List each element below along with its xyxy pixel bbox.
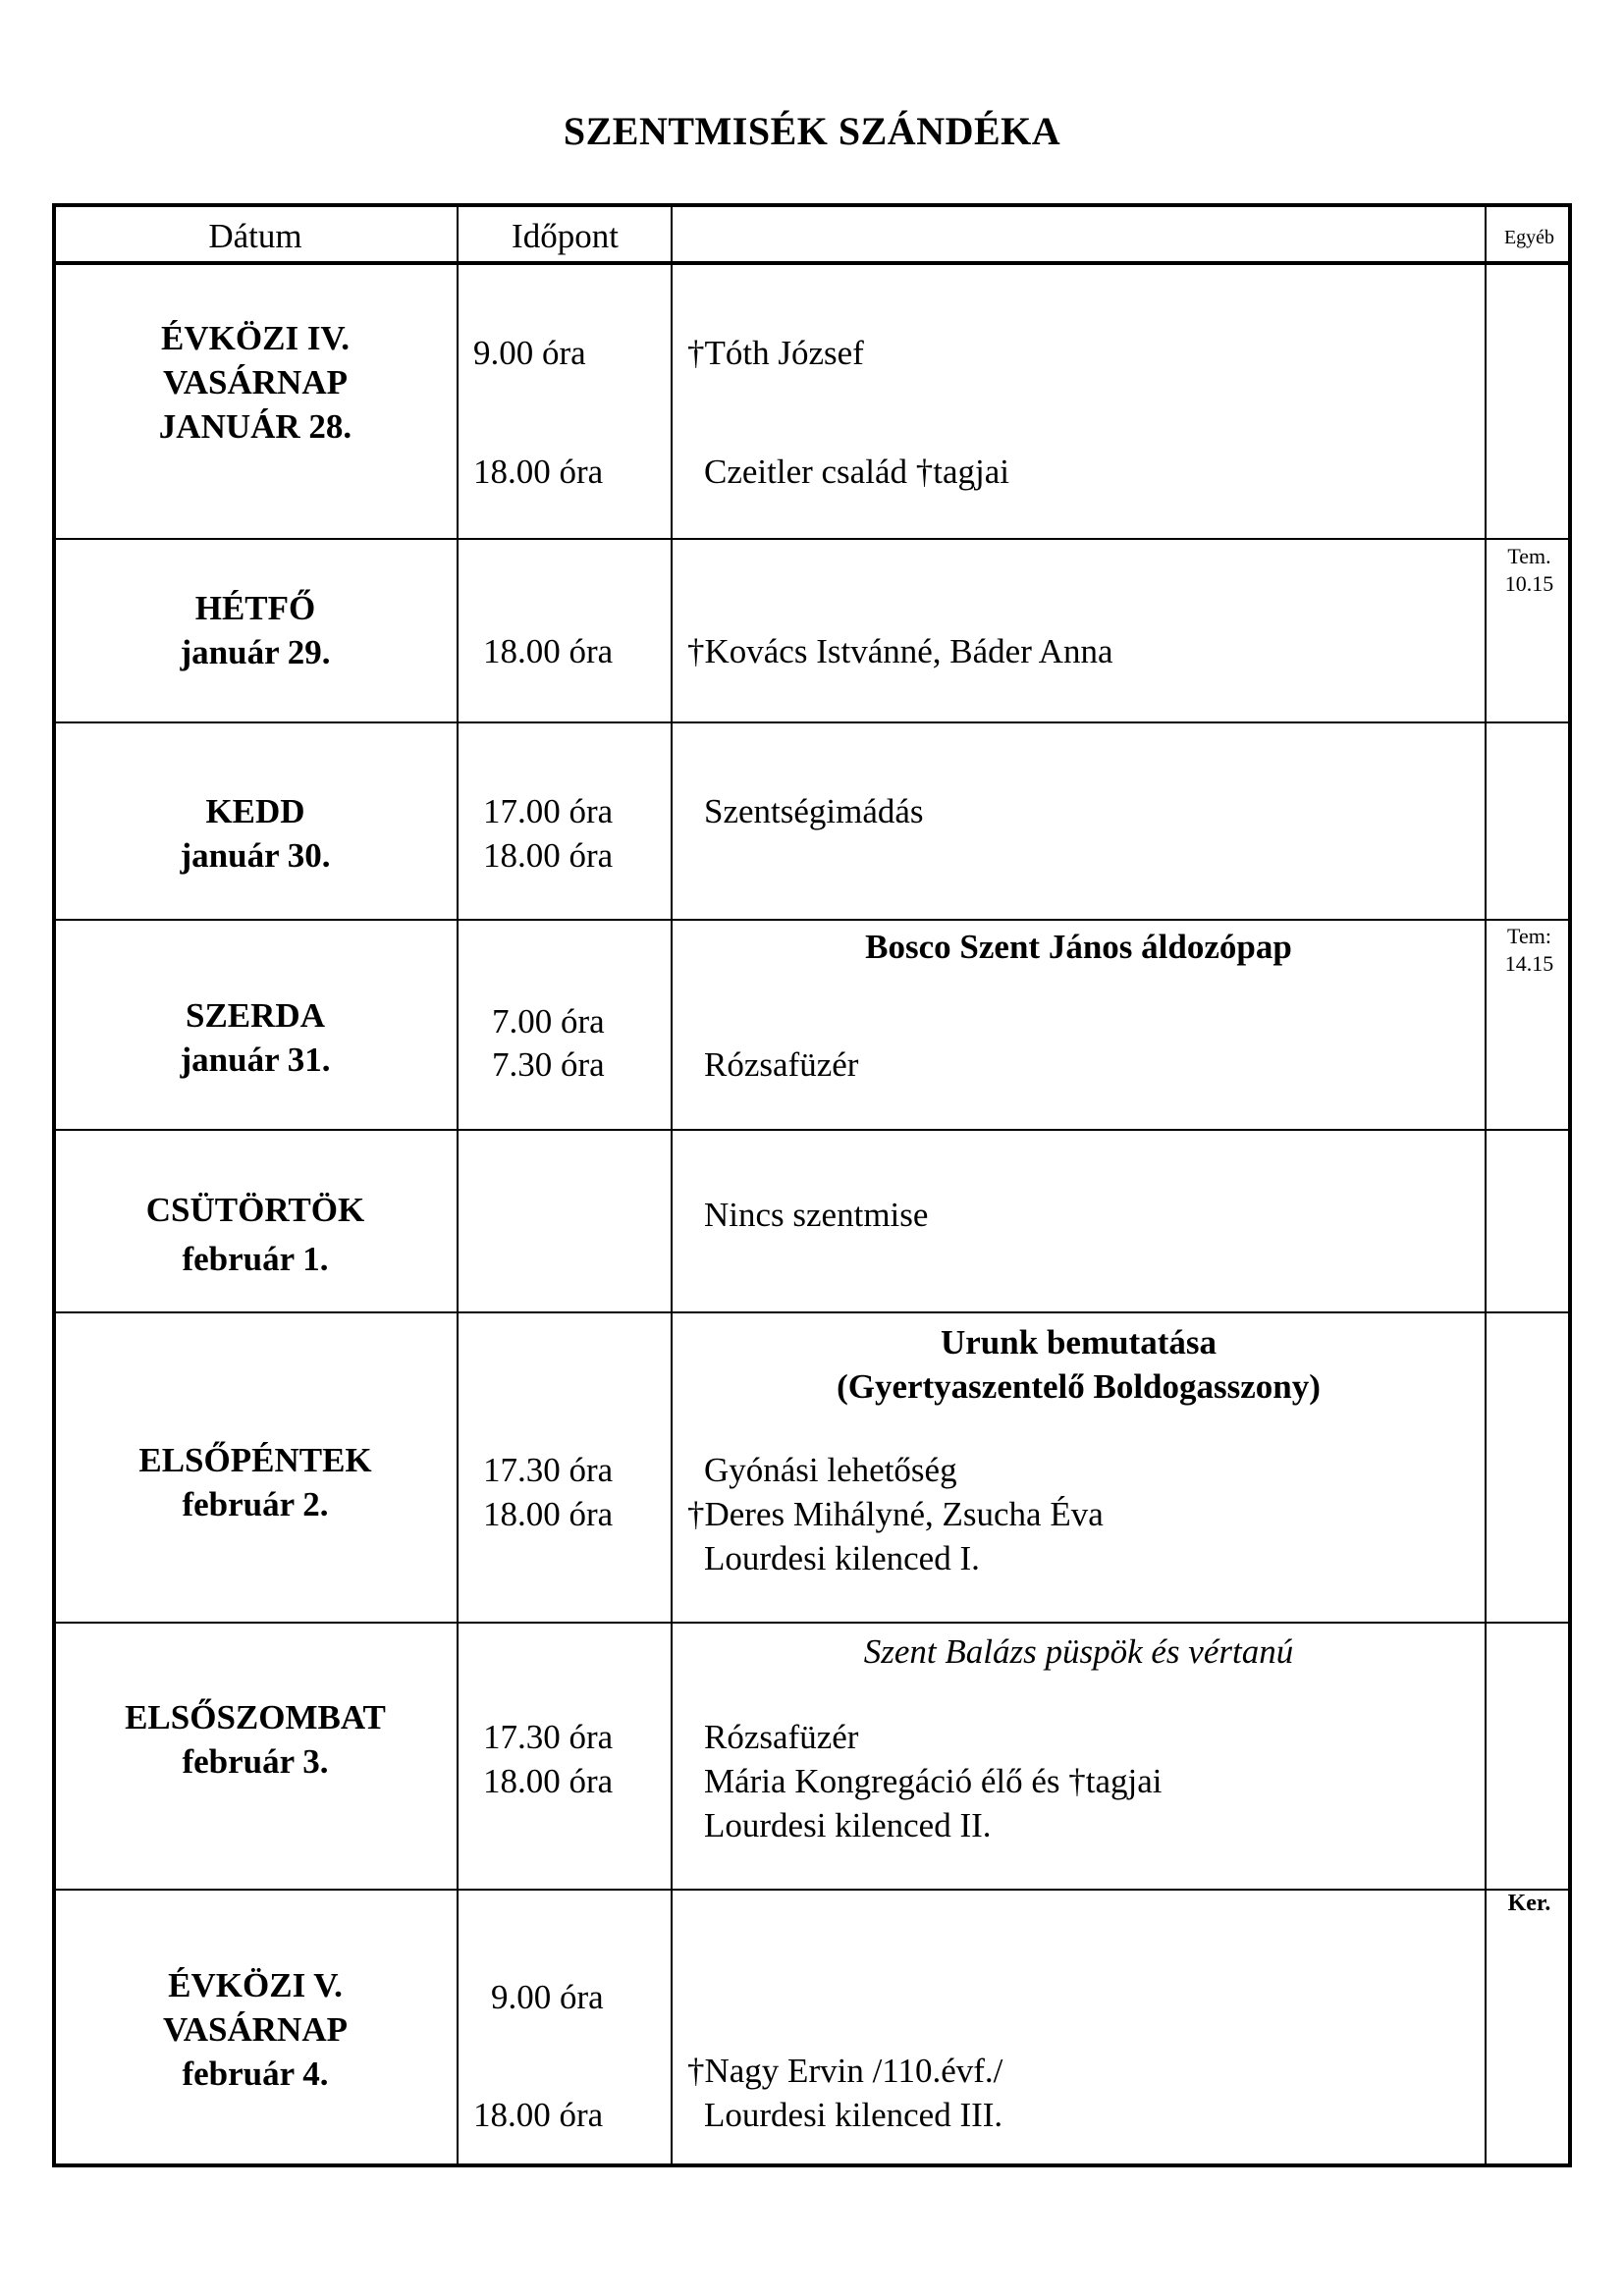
row-divider xyxy=(54,1889,1571,1891)
intention-text: Nincs szentmise xyxy=(704,1196,929,1234)
day-cell xyxy=(55,316,456,449)
intention-text: Lourdesi kilenced III. xyxy=(704,2096,1003,2134)
intention-text: Rózsafüzér xyxy=(704,1718,859,1756)
page-title: SZENTMISÉK SZÁNDÉKA xyxy=(563,109,1061,153)
day-date: február 2. xyxy=(182,1485,329,1523)
row-divider xyxy=(54,919,1571,921)
column-divider xyxy=(457,205,459,2165)
day-name: ÉVKÖZI V. xyxy=(168,1966,343,2004)
day-name: SZERDA xyxy=(186,996,325,1035)
other-note-line: Tem. xyxy=(1507,544,1551,568)
intention-text: Gyónási lehetőség xyxy=(704,1451,957,1489)
intention-text: Rózsafüzér xyxy=(704,1045,859,1084)
mass-time: 17.30 óra xyxy=(483,1718,614,1756)
mass-time: 7.30 óra xyxy=(492,1045,605,1084)
intention-text: Lourdesi kilenced I. xyxy=(704,1539,980,1577)
header-date: Dátum xyxy=(208,217,302,255)
day-name: CSÜTÖRTÖK xyxy=(145,1191,365,1229)
other-note-line: Tem: xyxy=(1507,924,1551,948)
day-date: január 30. xyxy=(180,836,331,875)
row-divider xyxy=(54,721,1571,723)
day-date: január 29. xyxy=(180,633,331,671)
row-divider xyxy=(54,538,1571,540)
mass-time: 7.00 óra xyxy=(492,1002,605,1041)
day-date: február 3. xyxy=(182,1742,329,1781)
day-name: VASÁRNAP xyxy=(163,363,348,401)
day-cell xyxy=(55,586,456,674)
intention-text: †Tóth József xyxy=(687,334,864,372)
mass-time: 17.30 óra xyxy=(483,1451,614,1489)
intention-text: Szentségimádás xyxy=(704,792,924,830)
mass-time: 9.00 óra xyxy=(491,1978,604,2016)
day-cell xyxy=(55,1695,456,1784)
header-time: Időpont xyxy=(512,217,619,255)
row-divider xyxy=(54,1311,1571,1313)
day-date: február 4. xyxy=(182,2055,329,2093)
other-note xyxy=(1488,543,1571,598)
header-divider xyxy=(54,261,1571,265)
mass-time: 9.00 óra xyxy=(473,334,586,372)
day-date: január 31. xyxy=(180,1041,331,1079)
day-cell xyxy=(55,993,456,1082)
row-divider xyxy=(54,1622,1571,1624)
intention-text: †Nagy Ervin /110.évf./ xyxy=(687,2052,1003,2090)
day-cell xyxy=(55,1438,456,1526)
feast-heading-line: (Gyertyaszentelő Boldogasszony) xyxy=(837,1367,1321,1406)
header-other: Egyéb xyxy=(1503,227,1555,248)
day-name: ÉVKÖZI IV. xyxy=(161,319,350,357)
intention-text: Lourdesi kilenced II. xyxy=(704,1806,992,1844)
feast-heading: Szent Balázs püspök és vértanú xyxy=(863,1632,1294,1671)
mass-time: 17.00 óra xyxy=(483,792,614,830)
feast-heading: Bosco Szent János áldozópap xyxy=(865,928,1292,966)
day-date: JANUÁR 28. xyxy=(158,407,352,446)
mass-time: 18.00 óra xyxy=(473,453,604,491)
mass-time: 18.00 óra xyxy=(483,1495,614,1533)
other-note-line: 14.15 xyxy=(1504,951,1554,976)
intention-text: Czeitler család †tagjai xyxy=(704,453,1009,491)
intention-text: †Deres Mihályné, Zsucha Éva xyxy=(687,1495,1104,1533)
day-name: ELSŐPÉNTEK xyxy=(138,1441,372,1479)
intention-text: Mária Kongregáció élő és †tagjai xyxy=(704,1762,1163,1800)
feast-heading xyxy=(674,1320,1484,1409)
row-divider xyxy=(54,1129,1571,1131)
day-cell xyxy=(55,1186,456,1284)
day-cell xyxy=(55,1963,456,2096)
column-divider xyxy=(671,205,673,2165)
mass-time: 18.00 óra xyxy=(483,632,614,670)
other-note-line: 10.15 xyxy=(1504,571,1554,596)
feast-heading-line: Urunk bemutatása xyxy=(940,1323,1217,1362)
mass-time: 18.00 óra xyxy=(483,836,614,875)
mass-time: 18.00 óra xyxy=(473,2096,604,2134)
other-note xyxy=(1488,1890,1571,1917)
other-note xyxy=(1488,923,1571,978)
intention-text: †Kovács Istvánné, Báder Anna xyxy=(687,632,1113,670)
day-name: HÉTFŐ xyxy=(194,589,316,627)
day-name: KEDD xyxy=(205,792,305,830)
other-note-line: Ker. xyxy=(1507,1891,1551,1916)
column-divider xyxy=(1485,205,1487,2165)
mass-time: 18.00 óra xyxy=(483,1762,614,1800)
day-name: ELSŐSZOMBAT xyxy=(125,1698,386,1736)
day-cell xyxy=(55,789,456,878)
day-date: február 1. xyxy=(182,1240,329,1278)
day-name: VASÁRNAP xyxy=(163,2010,348,2049)
